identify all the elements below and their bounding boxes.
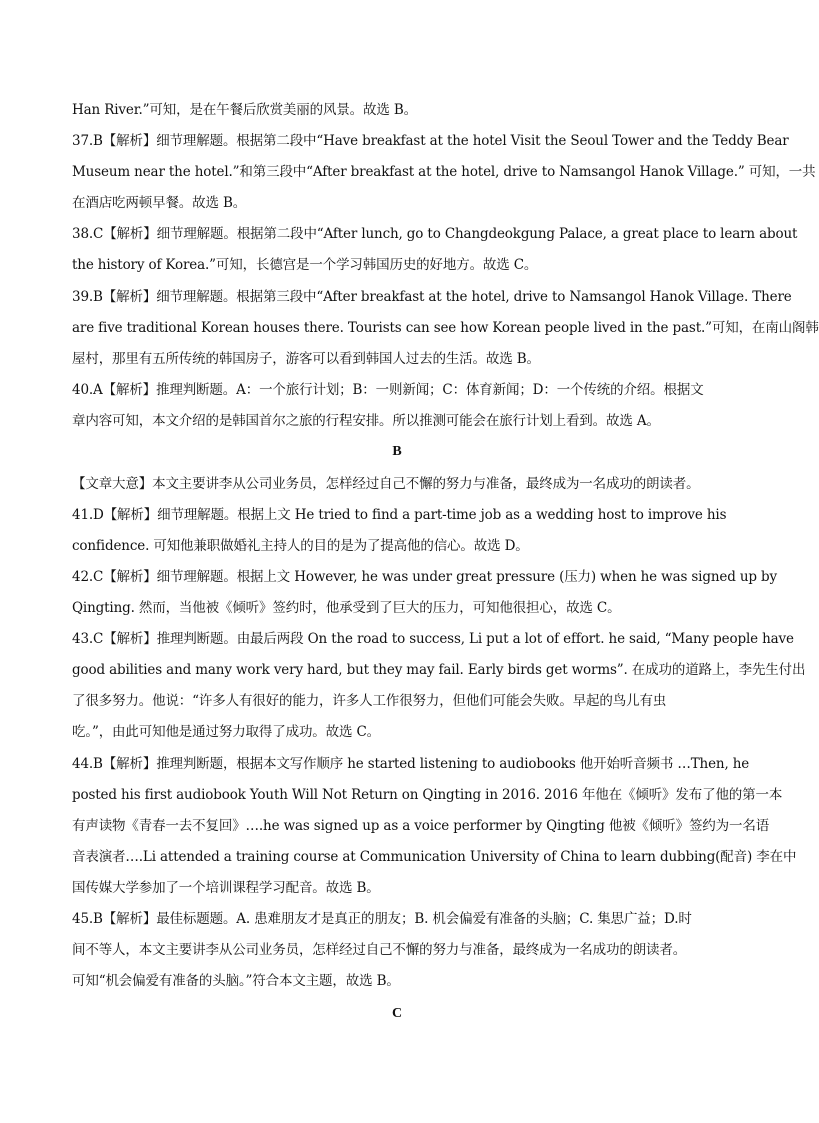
text-line: Han River.”可知，是在午餐后欣赏美丽的风景。故选 B。	[72, 102, 417, 118]
text-line: 了很多努力。他说：“许多人有很好的能力，许多人工作很努力，但他们可能会失败。早起的鸟儿有虫	[72, 693, 667, 709]
text-line: 可知“机会偏爱有准备的头脑。”符合本文主题，故选 B。	[72, 973, 400, 989]
text-line: 国传媒大学参加了一个培训课程学习配音。故选 B。	[72, 880, 380, 896]
text-line: 音表演者….Li attended a training course at Communication University of China to learn dubbing(配音) 李在中	[72, 849, 797, 865]
text-line: 38.C【解析】细节理解题。根据第二段中“After lunch, go to Changdeokgung Palace, a great place to learn about	[72, 226, 798, 242]
text-line: 37.B【解析】细节理解题。根据第二段中“Have breakfast at the hotel Visit the Seoul Tower and the Teddy Bear	[72, 133, 789, 149]
text-line: confidence. 可知他兼职做婚礼主持人的目的是为了提高他的信心。故选 D。	[72, 538, 529, 554]
text-line: good abilities and many work very hard, but they may fail. Early birds get worms”. 在成功的道路上，李先生付出	[72, 662, 806, 678]
text-line: are five traditional Korean houses there. Tourists can see how Korean people lived in the past.”可知，在南山阁韩	[72, 320, 819, 336]
text-line: 42.C【解析】细节理解题。根据上文 However, he was under great pressure (压力) when he was signed up by	[72, 569, 777, 585]
text-line: the history of Korea.”可知，长德宫是一个学习韩国历史的好地方。故选 C。	[72, 257, 538, 273]
text-line: Qingting. 然而，当他被《倾听》签约时，他承受到了巨大的压力，可知他很担心，故选 C。	[72, 600, 621, 616]
text-line: posted his first audiobook Youth Will Not Return on Qingting in 2016. 2016 年他在《倾听》发布了他的第一本	[72, 787, 783, 803]
section-heading-c: C	[391, 1006, 403, 1021]
text-line: 44.B【解析】推理判断题，根据本文写作顺序 he started listening to audiobooks 他开始听音频书 …Then, he	[72, 756, 750, 772]
text-line: 在酒店吃两顿早餐。故选 B。	[72, 195, 247, 211]
text-line: 40.A【解析】推理判断题。A：一个旅行计划；B：一则新闻；C：体育新闻；D：一个传统的介绍。根据文	[72, 382, 704, 398]
text-line: 有声读物《青春一去不复回》….he was signed up as a voice performer by Qingting 他被《倾听》签约为一名语	[72, 818, 770, 834]
text-line: 吃。”，由此可知他是通过努力取得了成功。故选 C。	[72, 724, 381, 740]
text-line: 45.B【解析】最佳标题题。A. 患难朋友才是真正的朋友；B. 机会偏爱有准备的头脑；C. 集思广益；D.时	[72, 911, 692, 927]
text-line: 屋村，那里有五所传统的韩国房子，游客可以看到韩国人过去的生活。故选 B。	[72, 351, 540, 367]
text-line: 间不等人，本文主要讲李从公司业务员，怎样经过自己不懈的努力与准备，最终成为一名成功的朗读者。	[72, 942, 687, 958]
text-line: 【文章大意】本文主要讲李从公司业务员，怎样经过自己不懈的努力与准备，最终成为一名成功的朗读者。	[72, 476, 700, 492]
section-heading-b: B	[392, 444, 402, 459]
text-line: Museum near the hotel.”和第三段中“After breakfast at the hotel, drive to Namsangol Hanok Village.” 可知，一共	[72, 164, 816, 180]
text-line: 章内容可知，本文介绍的是韩国首尔之旅的行程安排。所以推测可能会在旅行计划上看到。故选 A。	[72, 413, 660, 429]
text-line: 43.C【解析】推理判断题。由最后两段 On the road to success, Li put a lot of effort. he said, “Many people have	[72, 631, 794, 647]
text-line: 39.B【解析】细节理解题。根据第三段中“After breakfast at the hotel, drive to Namsangol Hanok Village. There	[72, 289, 792, 305]
text-line: 41.D【解析】细节理解题。根据上文 He tried to find a part-time job as a wedding host to improve his	[72, 507, 727, 523]
